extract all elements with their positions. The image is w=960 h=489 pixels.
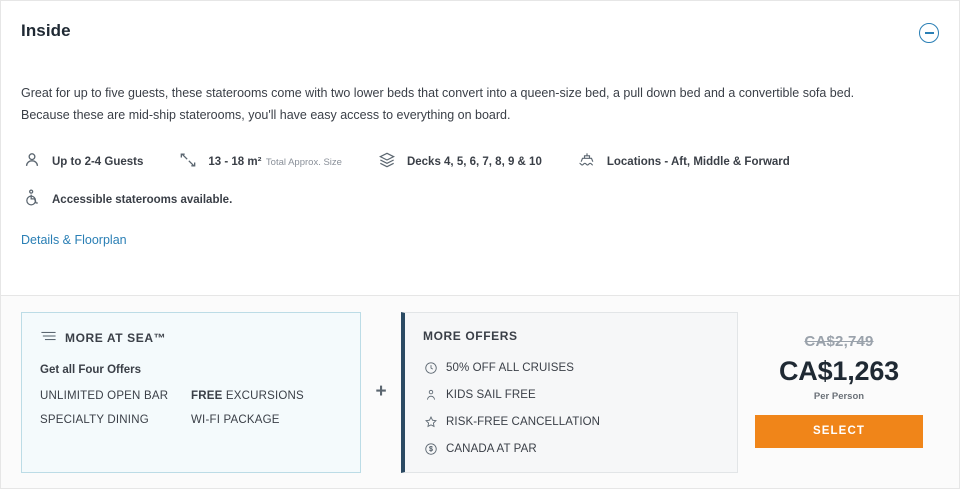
price-column xyxy=(739,333,939,452)
feature-label: Locations - Aft, Middle & Forward xyxy=(606,155,790,168)
offers-section xyxy=(1,295,959,488)
current-price: CA$1,263 xyxy=(779,355,899,386)
minus-circle-icon[interactable] xyxy=(919,23,939,43)
plus-separator: + xyxy=(375,381,387,402)
card-header xyxy=(1,1,959,69)
kid-icon xyxy=(423,388,438,402)
size-icon xyxy=(177,149,199,171)
waves-icon xyxy=(40,329,57,348)
more-at-sea-offer-grid xyxy=(40,390,342,426)
list-item: SPECIALTY DINING xyxy=(40,413,149,426)
accessible-icon xyxy=(21,187,43,209)
list-item xyxy=(423,361,719,375)
feature-list xyxy=(1,127,959,225)
offer-text: CANADA AT PAR xyxy=(446,442,537,455)
details-floorplan-link[interactable]: Details & Floorplan xyxy=(21,232,127,247)
offer-text: KIDS SAIL FREE xyxy=(446,388,536,401)
feature-decks-text xyxy=(407,149,542,170)
decks-icon xyxy=(376,149,398,171)
feature-accessible xyxy=(21,187,939,209)
feature-locations-text xyxy=(607,149,790,170)
list-item xyxy=(423,415,719,429)
original-price: CA$2,749 xyxy=(804,332,874,350)
feature-label: Decks 4, 5, 6, 7, 8, 9 & 10 xyxy=(406,155,542,168)
more-offers-card xyxy=(401,312,738,473)
feature-label: Up to 2-4 Guests xyxy=(52,155,144,168)
more-at-sea-header xyxy=(40,329,342,348)
list-item: UNLIMITED OPEN BAR xyxy=(40,389,169,402)
feature-guests xyxy=(21,149,143,171)
feature-label: 13 - 18 m² xyxy=(208,155,262,168)
list-item: WI-FI PACKAGE xyxy=(191,413,280,426)
offer-text: 50% OFF ALL CRUISES xyxy=(446,361,575,374)
feature-guests-text xyxy=(52,149,143,170)
offer-text: RISK-FREE CANCELLATION xyxy=(446,415,601,428)
feature-size xyxy=(177,149,342,171)
feature-accessible-text xyxy=(52,187,232,208)
ship-icon xyxy=(576,149,598,171)
percent-circle-icon xyxy=(423,361,438,375)
more-at-sea-title: MORE AT SEA™ xyxy=(65,331,167,345)
star-icon xyxy=(423,415,438,429)
list-item: FREE EXCURSIONS xyxy=(191,389,304,402)
more-at-sea-card xyxy=(21,312,361,473)
list-item xyxy=(423,388,719,402)
feature-locations xyxy=(576,149,790,171)
description xyxy=(1,69,959,127)
list-item xyxy=(423,442,719,456)
select-button[interactable]: SELECT xyxy=(755,415,923,448)
feature-size-text xyxy=(208,149,342,170)
dollar-circle-icon xyxy=(423,442,438,456)
minus-bar xyxy=(925,32,934,34)
feature-label: Accessible staterooms available. xyxy=(52,193,233,206)
price-qualifier: Per Person xyxy=(813,390,865,402)
description-line-2: Because these are mid-ship staterooms, you'll have easy access to everything on board. xyxy=(21,107,511,122)
more-at-sea-subtitle: Get all Four Offers xyxy=(40,363,141,376)
description-line-1: Great for up to five guests, these staterooms come with two lower beds that convert into a queen-size bed, a pull down bed and a convertible sofa bed. xyxy=(21,86,855,100)
guest-icon xyxy=(21,149,43,171)
page-title: Inside xyxy=(21,21,71,40)
feature-decks xyxy=(376,149,542,171)
feature-sublabel: Total Approx. Size xyxy=(265,156,342,168)
more-offers-title: MORE OFFERS xyxy=(423,328,518,343)
